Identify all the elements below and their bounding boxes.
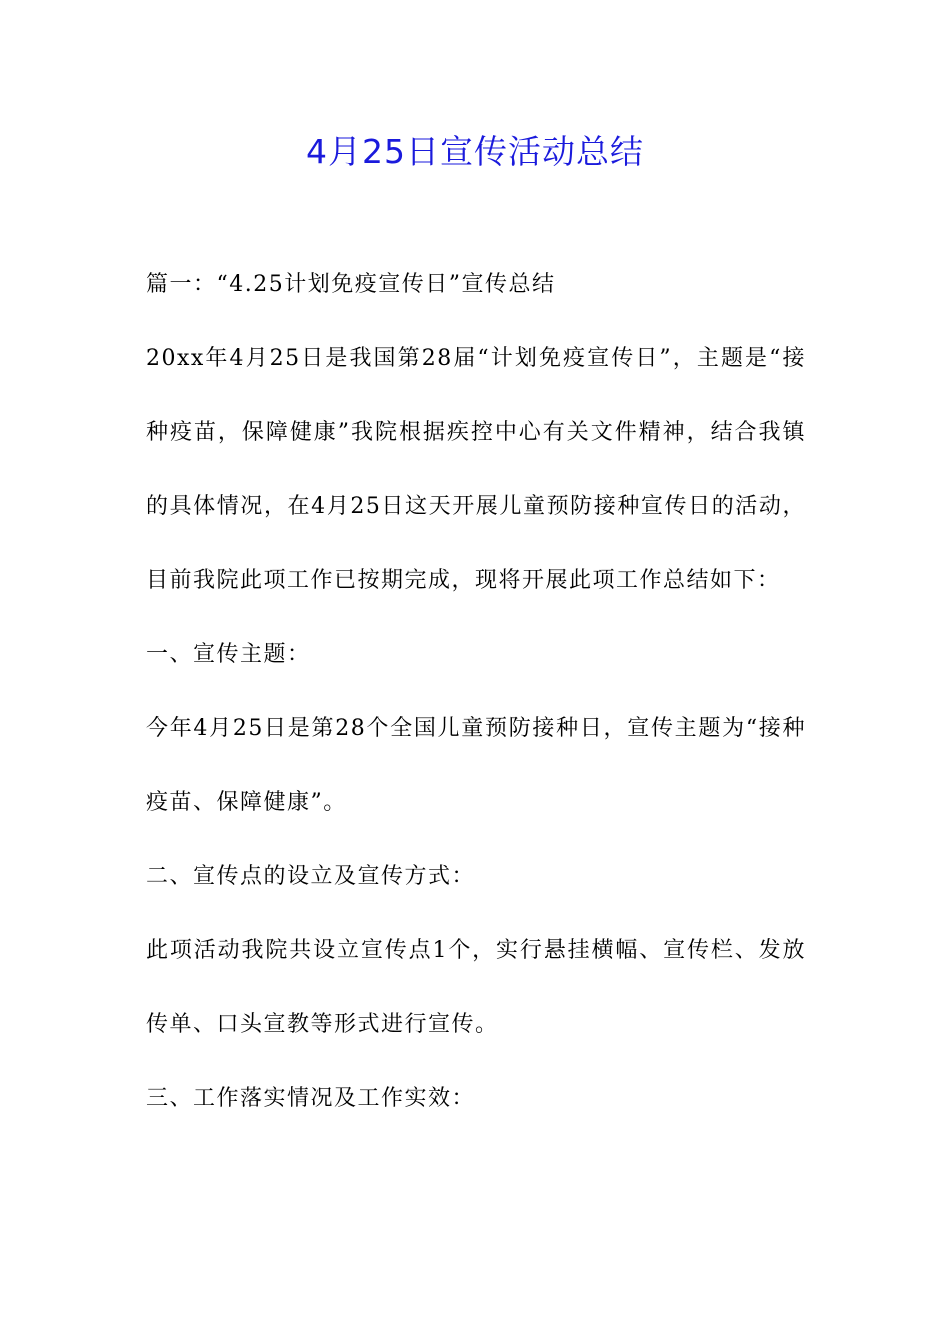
document-body: [146, 248, 806, 1136]
section-heading-work-results: 三、工作落实情况及工作实效：: [146, 1086, 476, 1111]
paragraph-heading-part-one: 篇一：“4.25计划免疫宣传日”宣传总结: [146, 272, 556, 297]
paragraph-intro: 20xx年4月25日是我国第28届“计划免疫宣传日”，主题是“接种疫苗，保障健康”我院根据疾控中心有关文件精神，结合我镇的具体情况，在4月25日这天开展儿童预防接种宣传日的活动，目前我院此项工作已按期完成，现将开展此项工作总结如下：: [146, 346, 806, 593]
paragraph-publicity-points: 此项活动我院共设立宣传点1个，实行悬挂横幅、宣传栏、发放传单、口头宣教等形式进行宣传。: [146, 938, 806, 1037]
section-heading-theme: 一、宣传主题：: [146, 642, 311, 667]
section-heading-publicity-points: 二、宣传点的设立及宣传方式：: [146, 864, 476, 889]
document-title: 4月25日宣传活动总结: [306, 132, 644, 171]
paragraph-theme: 今年4月25日是第28个全国儿童预防接种日，宣传主题为“接种疫苗、保障健康”。: [146, 716, 806, 815]
